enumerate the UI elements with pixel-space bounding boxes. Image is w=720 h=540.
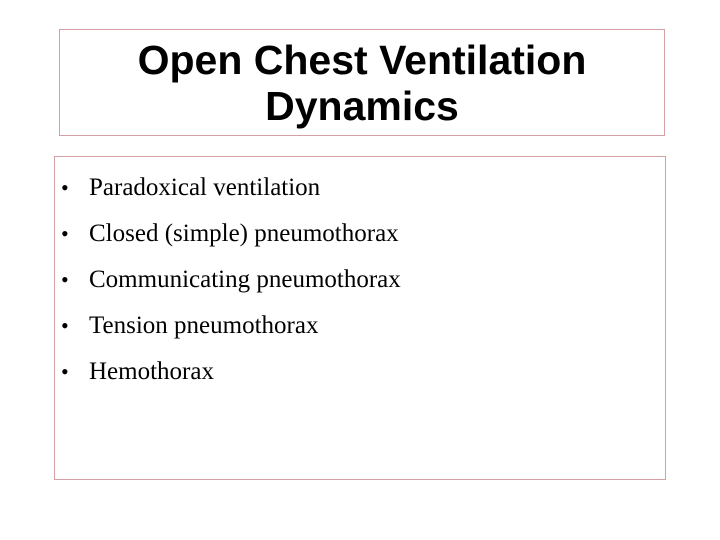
- list-item: [55, 303, 665, 349]
- bullet-list: [55, 157, 665, 395]
- bullet-icon: •: [61, 267, 69, 292]
- bullet-text: Paradoxical ventilation: [89, 174, 321, 201]
- bullet-text: Communicating pneumothorax: [89, 266, 401, 293]
- bullet-icon: •: [61, 313, 69, 338]
- content-placeholder: [54, 156, 666, 480]
- bullet-icon: •: [61, 359, 69, 384]
- list-item: [55, 349, 665, 395]
- bullet-icon: •: [61, 221, 69, 246]
- list-item: [55, 165, 665, 211]
- bullet-text: Hemothorax: [89, 358, 214, 385]
- slide-title: Open Chest Ventilation Dynamics: [137, 36, 587, 129]
- bullet-icon: •: [61, 175, 69, 200]
- bullet-text: Closed (simple) pneumothorax: [89, 220, 399, 247]
- title-placeholder: [59, 29, 665, 136]
- bullet-text: Tension pneumothorax: [89, 312, 319, 339]
- list-item: [55, 211, 665, 257]
- list-item: [55, 257, 665, 303]
